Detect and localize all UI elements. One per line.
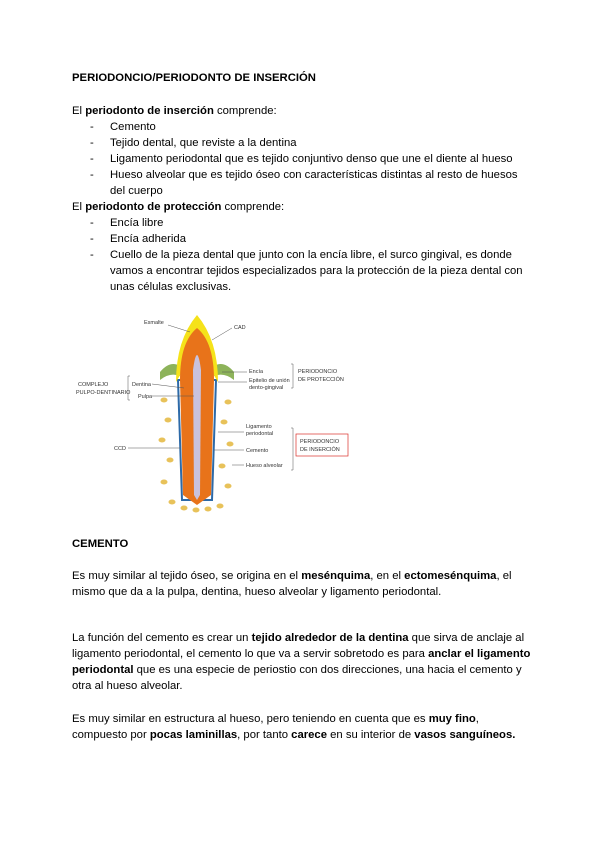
tooth-diagram — [72, 310, 372, 520]
label-proteccion-1: PERIODONCIO — [298, 369, 338, 375]
list-item: - Ligamento periodontal que es tejido conjuntivo denso que une el diente al hueso — [72, 151, 532, 167]
bold-run: ectomesénquima — [404, 570, 497, 582]
label-complejo: COMPLEJO — [78, 382, 109, 388]
label-esmalte: Esmalte — [144, 320, 164, 326]
text-run: , compuesto por — [72, 713, 479, 741]
bold-run: vasos sanguíneos. — [414, 729, 516, 741]
label-cad: CAD — [234, 325, 246, 331]
label-dentina: Dentina — [132, 382, 151, 388]
cemento-heading: CEMENTO — [72, 538, 129, 550]
text-run: que es una especie de periostio con dos direcciones, una hacia el cemento y otra al hueso alveolar. — [72, 664, 522, 692]
text-run: , por tanto — [237, 729, 292, 741]
list-item: - Cemento — [72, 119, 532, 135]
bone-dot — [219, 464, 226, 469]
intro-text: El — [72, 105, 86, 117]
tooth-diagram-svg — [72, 310, 372, 520]
bold-run: mesénquima — [301, 570, 371, 582]
paragraph — [72, 711, 532, 743]
bold-run: pocas laminillas — [149, 729, 238, 741]
bone-dot — [227, 442, 234, 447]
bone-dot — [217, 504, 224, 509]
bold-run: carece — [291, 729, 327, 741]
bone-dot — [167, 458, 174, 463]
paragraph — [72, 568, 532, 600]
list-item: - Hueso alveolar que es tejido óseo con características distintas al resto de huesos del cuerpo — [72, 167, 532, 199]
label-epitelio-2: dento-gingival — [249, 385, 284, 391]
intro-text: El — [72, 201, 86, 213]
label-insercion-1: PERIODONCIO — [300, 439, 340, 445]
bold-run: anclar el ligamento periodontal — [72, 648, 531, 676]
bone-dot — [159, 438, 166, 443]
list-item: - Encía adherida — [72, 231, 532, 247]
bone-dot — [165, 418, 172, 423]
bone-dot — [161, 398, 168, 403]
insercion-section — [72, 103, 532, 295]
text-run: Es muy similar en estructura al hueso, pero teniendo en cuenta que es — [72, 713, 429, 725]
insercion-intro — [72, 103, 532, 119]
list-item: - Cuello de la pieza dental que junto con la encía libre, el surco gingival, es donde vamos a encontrar tejidos especializados para la protección de la pieza dental con unas células exclusivas. — [72, 247, 532, 295]
label-hueso: Hueso alveolar — [246, 463, 283, 469]
bone-dot — [205, 507, 212, 512]
label-ccd: CCD — [114, 446, 126, 452]
bone-dot — [193, 508, 200, 513]
proteccion-list — [72, 215, 532, 295]
bone-dot — [181, 506, 188, 511]
bone-dot — [225, 400, 232, 405]
cemento-p1 — [72, 568, 532, 600]
text-run: , el mismo que da a la pulpa, dentina, hueso alveolar y ligamento periodontal. — [72, 570, 512, 598]
text-run: que sirva de anclaje al ligamento periodontal, el cemento lo que va a servir sobretodo es para — [72, 632, 525, 660]
list-item: - Encía libre — [72, 215, 532, 231]
paragraph — [72, 630, 532, 694]
label-proteccion-2: DE PROTECCIÓN — [298, 377, 344, 383]
insercion-list — [72, 119, 532, 199]
text-run: Es muy similar al tejido óseo, se origina en el — [72, 570, 302, 582]
bone-dot — [169, 500, 176, 505]
intro-bold: periodonto de protección — [85, 201, 222, 213]
intro-text: comprende: — [213, 105, 277, 117]
list-item: - Tejido dental, que reviste a la dentina — [72, 135, 532, 151]
page-title: PERIODONCIO/PERIODONTO DE INSERCIÓN — [72, 72, 316, 84]
label-pulpa: Pulpa — [138, 394, 153, 400]
cemento-p3 — [72, 711, 532, 743]
bold-run: muy fino — [428, 713, 476, 725]
text-run: , en el — [370, 570, 405, 582]
label-insercion-2: DE INSERCIÓN — [300, 447, 340, 453]
text-run: La función del cemento es crear un — [72, 632, 252, 644]
pulp-shape — [193, 355, 201, 500]
intro-text: comprende: — [221, 201, 285, 213]
label-encia: Encía — [249, 369, 264, 375]
label-cemento: Cemento — [246, 448, 269, 454]
label-ligamento-2: periodontal — [246, 431, 274, 437]
text-run: en su interior de — [326, 729, 415, 741]
bold-run: tejido alrededor de la dentina — [251, 632, 409, 644]
cemento-p2 — [72, 630, 532, 694]
label-epitelio-1: Epitelio de unión — [249, 378, 290, 384]
proteccion-intro — [72, 199, 532, 215]
intro-bold: periodonto de inserción — [85, 105, 214, 117]
label-ligamento-1: Ligamento — [246, 424, 272, 430]
bone-dot — [225, 484, 232, 489]
label-pulpo: PULPO-DENTINARIO — [76, 390, 131, 396]
bone-dot — [221, 420, 228, 425]
bone-dot — [161, 480, 168, 485]
